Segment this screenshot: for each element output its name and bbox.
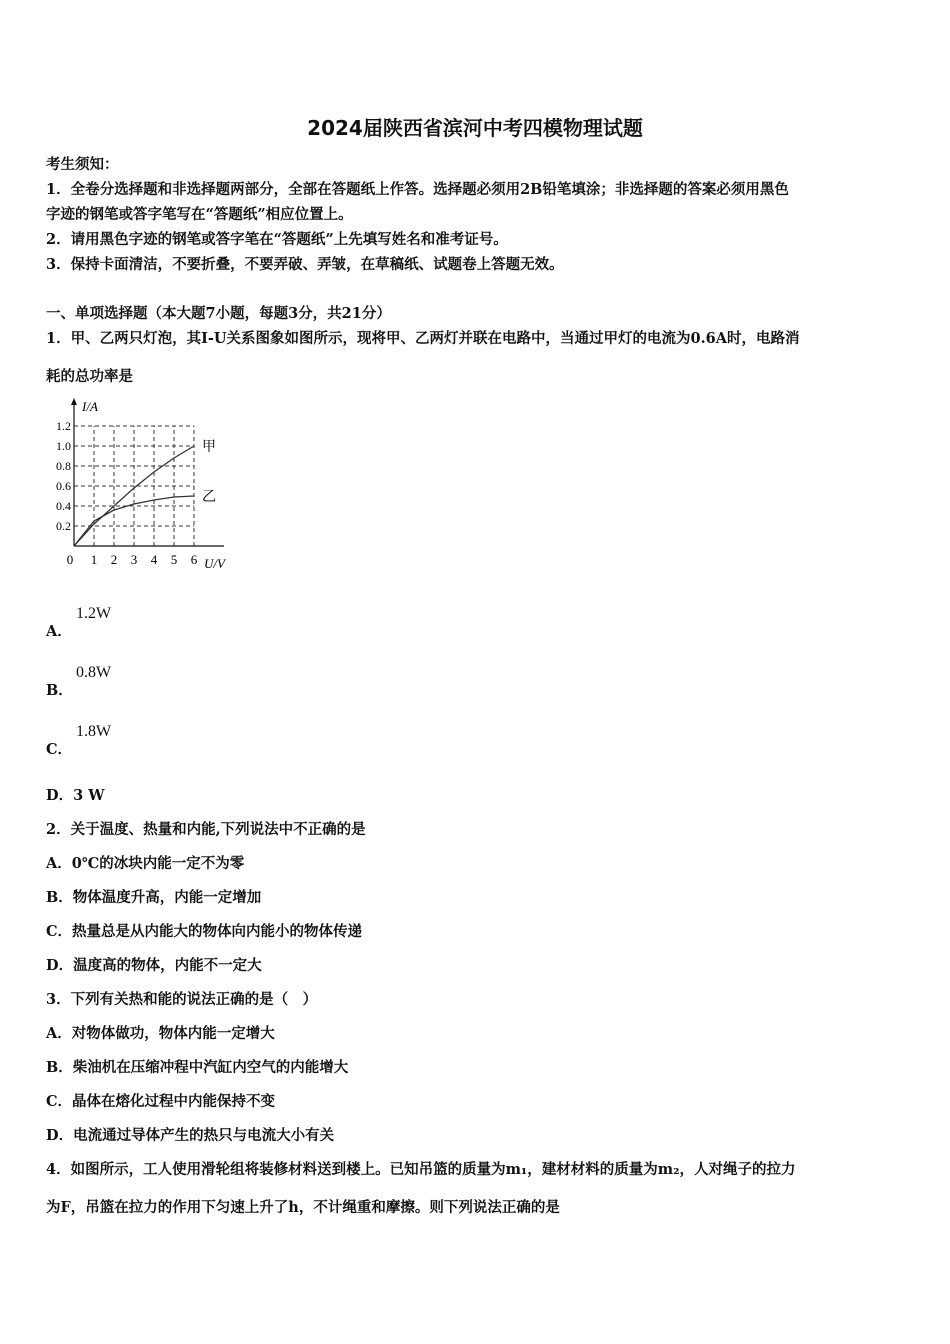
x-tick-label: 6 — [190, 552, 198, 567]
x-tick-label: 0 — [66, 552, 74, 567]
x-tick-label: 2 — [110, 552, 118, 567]
question-3-option: D．电流通过导体产生的热只与电流大小有关 — [46, 1127, 335, 1144]
y-tick-label: 0.2 — [56, 519, 71, 533]
notice-item: 3．保持卡面清洁，不要折叠，不要弄破、弄皱，在草稿纸、试题卷上答题无效。 — [46, 256, 564, 273]
series-label: 乙 — [202, 490, 216, 505]
x-tick-label: 3 — [130, 552, 138, 567]
option-c-letter: C． — [46, 741, 73, 758]
option-d-letter: D． — [46, 787, 74, 804]
question-3-stem: 3．下列有关热和能的说法正确的是（ ） — [46, 991, 318, 1008]
question-1-stem: 1．甲、乙两只灯泡，其I-U关系图象如图所示，现将甲、乙两灯并联在电路中，当通过甲灯的电流为0.6A时，电路消 — [46, 330, 800, 347]
option-d — [46, 784, 105, 805]
option-a-value: 1.2W — [76, 605, 112, 622]
question-4-stem-cont: 为F，吊篮在拉力的作用下匀速上升了h，不计绳重和摩擦。则下列说法正确的是 — [46, 1199, 560, 1216]
question-2-option: B．物体温度升高，内能一定增加 — [46, 889, 262, 906]
question-4-stem: 4．如图所示，工人使用滑轮组将装修材料送到楼上。已知吊篮的质量为m₁，建材材料的质量为m₂，人对绳子的拉力 — [46, 1161, 796, 1178]
y-axis-arrow — [71, 398, 77, 405]
y-tick-label: 1.0 — [56, 439, 71, 453]
notice-heading: 考生须知： — [46, 156, 119, 173]
option-b-letter: B． — [46, 682, 73, 699]
question-1-stem-cont: 耗的总功率是 — [46, 368, 133, 385]
question-2-option: C．热量总是从内能大的物体向内能小的物体传递 — [46, 923, 363, 940]
page-title: 2024届陕西省滨河中考四模物理试题 — [307, 116, 643, 140]
notice-item: 1．全卷分选择题和非选择题两部分，全部在答题纸上作答。选择题必须用2B铅笔填涂；非选择题的答案必须用黑色 — [46, 181, 789, 198]
question-2-option: A．0℃的冰块内能一定不为零 — [46, 855, 245, 872]
x-tick-label: 4 — [150, 552, 158, 567]
y-tick-label: 0.6 — [56, 479, 71, 493]
question-2-option: D．温度高的物体，内能不一定大 — [46, 957, 262, 974]
y-tick-label: 1.2 — [56, 419, 71, 433]
x-axis-label: U/V — [204, 556, 225, 571]
option-c-value: 1.8W — [76, 723, 112, 740]
option-a-letter: A． — [46, 623, 72, 640]
y-axis-label: I/A — [82, 399, 98, 414]
notice-item: 2．请用黑色字迹的钢笔或答字笔在“答题纸”上先填写姓名和准考证号。 — [46, 231, 508, 248]
x-tick-label: 5 — [170, 552, 178, 567]
x-tick-label: 1 — [90, 552, 98, 567]
question-3-option: C．晶体在熔化过程中内能保持不变 — [46, 1093, 276, 1110]
section-heading: 一、单项选择题（本大题7小题，每题3分，共21分） — [46, 305, 391, 322]
option-d-value: 3 W — [73, 787, 105, 804]
y-tick-label: 0.4 — [56, 499, 71, 513]
notice-item: 字迹的钢笔或答字笔写在“答题纸”相应位置上。 — [46, 206, 353, 223]
option-b-value: 0.8W — [76, 664, 112, 681]
y-tick-label: 0.8 — [56, 459, 71, 473]
question-2-stem: 2．关于温度、热量和内能,下列说法中不正确的是 — [46, 821, 366, 838]
question-3-option: B．柴油机在压缩冲程中汽缸内空气的内能增大 — [46, 1059, 349, 1076]
question-3-option: A．对物体做功，物体内能一定增大 — [46, 1025, 275, 1042]
series-label: 甲 — [202, 440, 216, 455]
iu-chart — [46, 395, 246, 575]
